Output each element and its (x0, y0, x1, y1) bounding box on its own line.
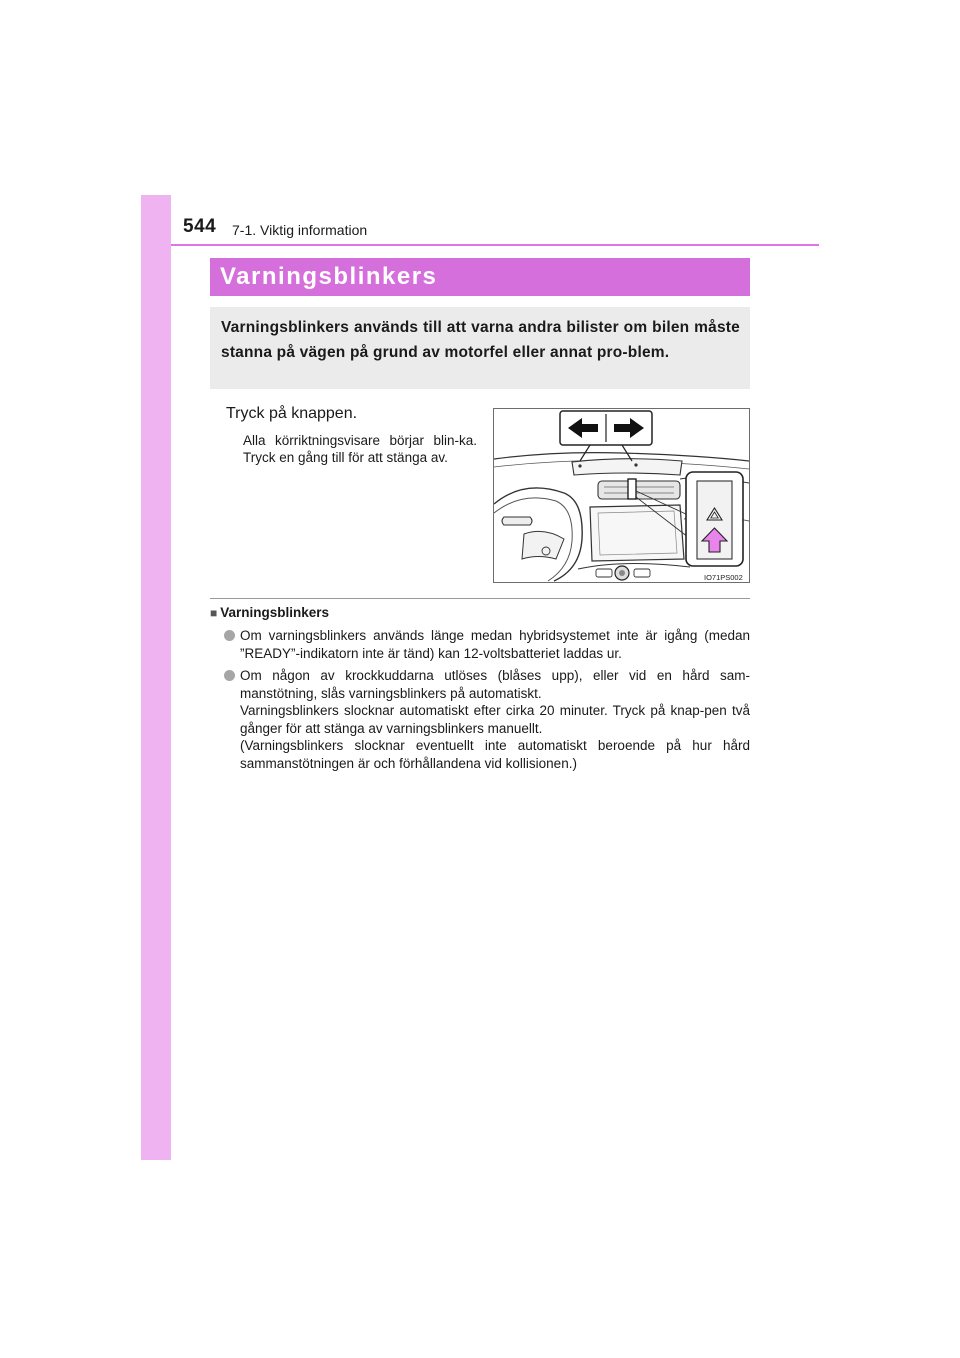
square-bullet-icon: ■ (210, 606, 218, 620)
hazard-button-illustration (493, 408, 750, 583)
note-heading (210, 605, 329, 620)
intro-box (210, 307, 750, 389)
step-heading: Tryck på knappen. (226, 405, 358, 422)
note-heading-text: Varningsblinkers (220, 605, 330, 620)
note-paragraph: Om varningsblinkers används länge medan hybridsystemet inte är igång (medan ”READY”-indikatorn inte är tänd) kan 12-voltsbatteriet laddas ur. (240, 628, 750, 661)
bullet-dot-icon (224, 630, 235, 641)
title-bar (210, 258, 750, 296)
note-bullet-2 (224, 667, 750, 772)
note-bullet-1 (224, 627, 750, 662)
note-paragraph: Om någon av krockkuddarna utlöses (blåses upp), eller vid en hård sam-manstötning, slås varningsblinkers på automatiskt. (240, 668, 750, 701)
section-label: 7-1. Viktig information (232, 222, 368, 238)
note-paragraph: Varningsblinkers slocknar automatiskt efter cirka 20 minuter. Tryck på knap-pen två gånger för att stänga av varningsblinkers manuellt. (240, 703, 750, 736)
section-divider (210, 598, 750, 599)
bullet-dot-icon (224, 670, 235, 681)
intro-text: Varningsblinkers används till att varna andra bilister om bilen måste stanna på vägen på grund av motorfel eller annat pro-blem. (221, 319, 740, 361)
page-title: Varningsblinkers (220, 263, 438, 290)
header-rule (171, 244, 819, 246)
page-number: 544 (183, 216, 217, 237)
illustration-code: IO71PS002 (704, 573, 743, 582)
side-color-bar (141, 195, 171, 1160)
step-description: Alla körriktningsvisare börjar blin-ka. Tryck en gång till för att stänga av. (243, 433, 477, 465)
note-paragraph: (Varningsblinkers slocknar eventuellt inte automatiskt beroende på hur hård sammanstötningen är och förhållandena vid kollisionen.) (240, 738, 750, 771)
